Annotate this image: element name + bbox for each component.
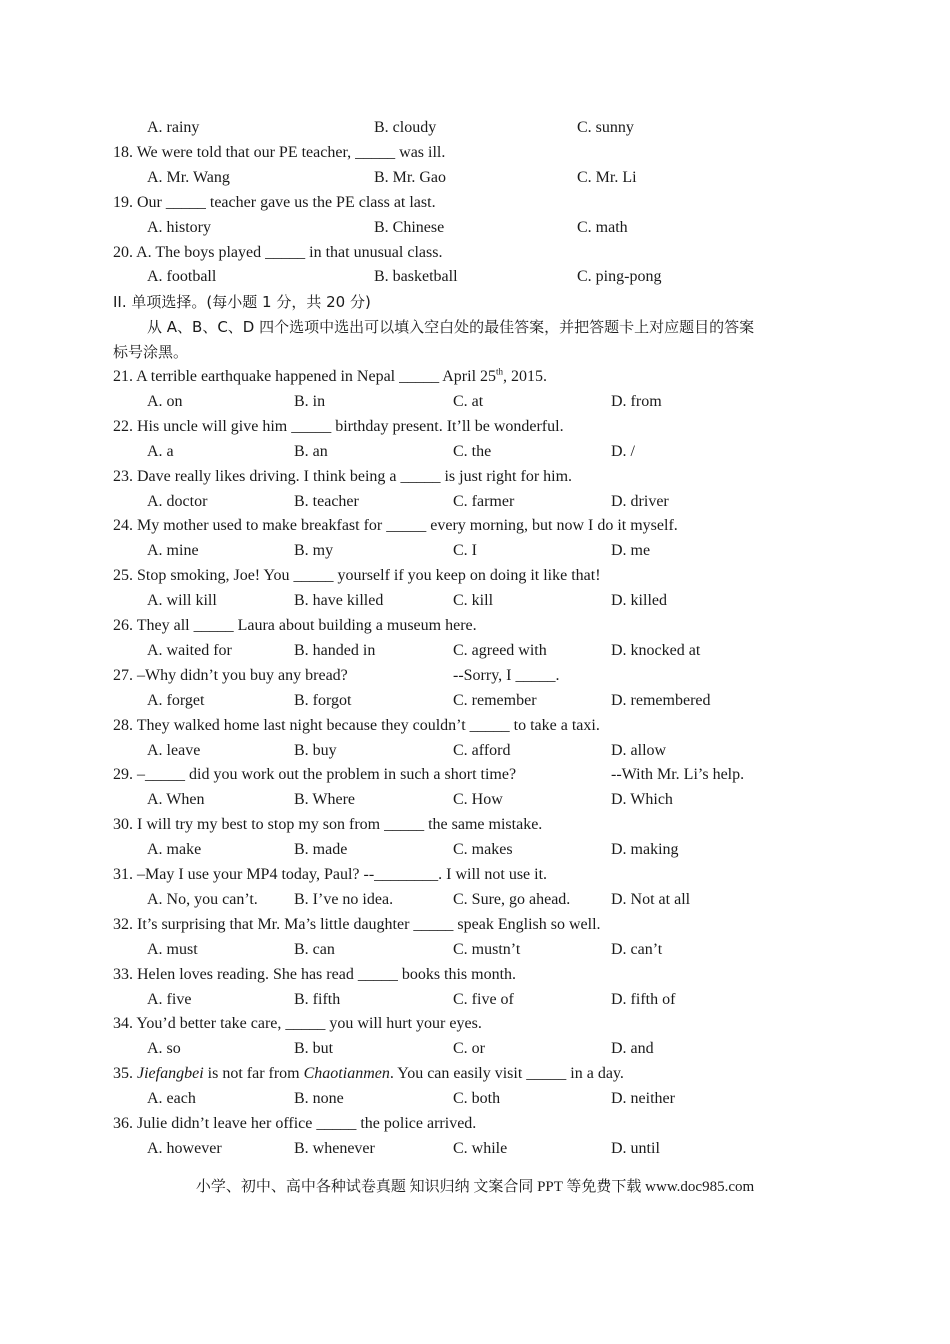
dialogue-reply: --With Mr. Li’s help.: [611, 766, 745, 783]
question-text: 36. Julie didn’t leave her office _____ the police arrived.: [113, 1115, 477, 1132]
question-text: 33. Helen loves reading. She has read _____ books this month.: [113, 966, 517, 983]
answer-option: B. whenever: [294, 1140, 375, 1157]
answer-option: A. When: [147, 791, 205, 808]
answer-option: A. doctor: [147, 493, 208, 510]
answer-option: B. Where: [294, 791, 356, 808]
answer-option: B. Mr. Gao: [374, 169, 446, 186]
question-text: 24. My mother used to make breakfast for _____ every morning, but now I do it myself.: [113, 517, 678, 534]
question-text: [113, 367, 547, 387]
page-footer: 小学、初中、高中各种试卷真题 知识归纳 文案合同 PPT 等免费下载 www.doc985.com: [195, 1179, 755, 1195]
answer-option: B. in: [294, 393, 326, 410]
answer-option: C. How: [453, 791, 503, 808]
answer-option: D. killed: [611, 592, 667, 609]
answer-option: A. however: [147, 1140, 222, 1157]
answer-option: A. forget: [147, 692, 205, 709]
answer-option: D. and: [611, 1040, 654, 1057]
answer-option: B. buy: [294, 742, 337, 759]
question-text-part: . You can easily visit _____ in a day.: [389, 1065, 624, 1082]
question-text: 23. Dave really likes driving. I think being a _____ is just right for him.: [113, 468, 573, 485]
answer-option: C. or: [453, 1040, 485, 1057]
ordinal-suffix: th: [496, 366, 504, 377]
question-text: [113, 1064, 624, 1084]
answer-option: A. leave: [147, 742, 201, 759]
question-text: 19. Our _____ teacher gave us the PE class at last.: [113, 194, 436, 211]
answer-option: A. make: [147, 841, 202, 858]
answer-option: B. Chinese: [374, 219, 445, 236]
section-heading: II. 单项选择。(每小题 1 分，共 20 分): [113, 293, 371, 311]
answer-option: C. mustn’t: [453, 941, 521, 958]
answer-option: D. Not at all: [611, 891, 691, 908]
question-text: 22. His uncle will give him _____ birthday present. It’ll be wonderful.: [113, 418, 564, 435]
answer-option: D. remembered: [611, 692, 711, 709]
answer-option: C. Sure, go ahead.: [453, 891, 571, 908]
question-text: 30. I will try my best to stop my son from _____ the same mistake.: [113, 816, 543, 833]
answer-option: B. can: [294, 941, 335, 958]
question-text: 32. It’s surprising that Mr. Ma’s little daughter _____ speak English so well.: [113, 916, 601, 933]
answer-option: C. kill: [453, 592, 494, 609]
section-instruction: 从 A、B、C、D 四个选项中选出可以填入空白处的最佳答案，并把答题卡上对应题目的答案: [147, 318, 755, 336]
question-text-part: 35.: [113, 1065, 137, 1082]
answer-option: C. five of: [453, 991, 514, 1008]
answer-option: D. driver: [611, 493, 669, 510]
answer-option: D. me: [611, 542, 651, 559]
answer-option: D. fifth of: [611, 991, 676, 1008]
answer-option: A. so: [147, 1040, 181, 1057]
question-text: 25. Stop smoking, Joe! You _____ yourself if you keep on doing it like that!: [113, 567, 601, 584]
answer-option: D. from: [611, 393, 662, 410]
answer-option: B. but: [294, 1040, 334, 1057]
question-text-part: is not far from: [203, 1065, 304, 1082]
answer-option: A. football: [147, 268, 217, 285]
answer-option: A. mine: [147, 542, 199, 559]
answer-option: C. makes: [453, 841, 513, 858]
question-text: 20. A. The boys played _____ in that unusual class.: [113, 244, 443, 261]
answer-option: C. agreed with: [453, 642, 547, 659]
section-instruction: 标号涂黑。: [113, 343, 189, 361]
answer-option: A. must: [147, 941, 198, 958]
answer-option: D. /: [611, 443, 635, 460]
answer-option: A. waited for: [147, 642, 232, 659]
place-name: Chaotianmen: [303, 1065, 390, 1082]
place-name: Jiefangbei: [137, 1065, 204, 1082]
answer-option: D. neither: [611, 1090, 675, 1107]
answer-option: B. my: [294, 542, 334, 559]
answer-option: C. Mr. Li: [577, 169, 637, 186]
answer-option: A. on: [147, 393, 183, 410]
answer-option: C. the: [453, 443, 492, 460]
answer-option: D. knocked at: [611, 642, 701, 659]
answer-option: C. while: [453, 1140, 508, 1157]
answer-option: B. forgot: [294, 692, 352, 709]
answer-option: C. at: [453, 393, 484, 410]
question-text: 31. –May I use your MP4 today, Paul? --________. I will not use it.: [113, 866, 548, 883]
question-text: 29. –_____ did you work out the problem in such a short time?: [113, 766, 517, 783]
answer-option: C. ping-pong: [577, 268, 662, 285]
answer-option: B. handed in: [294, 642, 376, 659]
answer-option: A. a: [147, 443, 174, 460]
answer-option: A. rainy: [147, 119, 200, 136]
answer-option: A. five: [147, 991, 192, 1008]
answer-option: A. Mr. Wang: [147, 169, 230, 186]
answer-option: B. have killed: [294, 592, 384, 609]
answer-option: A. each: [147, 1090, 196, 1107]
question-text-part: 21. A terrible earthquake happened in Nepal _____ April 25: [113, 368, 497, 385]
answer-option: C. remember: [453, 692, 537, 709]
dialogue-reply: --Sorry, I _____.: [453, 667, 560, 684]
answer-option: C. math: [577, 219, 628, 236]
answer-option: B. an: [294, 443, 328, 460]
answer-option: A. history: [147, 219, 211, 236]
answer-option: D. can’t: [611, 941, 663, 958]
answer-option: B. I’ve no idea.: [294, 891, 394, 908]
answer-option: B. teacher: [294, 493, 359, 510]
answer-option: B. cloudy: [374, 119, 437, 136]
answer-option: C. farmer: [453, 493, 515, 510]
question-text: 34. You’d better take care, _____ you will hurt your eyes.: [113, 1015, 482, 1032]
answer-option: D. allow: [611, 742, 667, 759]
question-text-part: , 2015.: [503, 368, 548, 385]
answer-option: D. making: [611, 841, 679, 858]
answer-option: B. fifth: [294, 991, 341, 1008]
answer-option: D. Which: [611, 791, 673, 808]
answer-option: B. made: [294, 841, 348, 858]
answer-option: D. until: [611, 1140, 660, 1157]
answer-option: C. afford: [453, 742, 511, 759]
answer-option: B. basketball: [374, 268, 458, 285]
answer-option: A. No, you can’t.: [147, 891, 258, 908]
answer-option: C. I: [453, 542, 477, 559]
answer-option: B. none: [294, 1090, 344, 1107]
answer-option: C. sunny: [577, 119, 634, 136]
answer-option: A. will kill: [147, 592, 217, 609]
question-text: 27. –Why didn’t you buy any bread?: [113, 667, 348, 684]
question-text: 26. They all _____ Laura about building a museum here.: [113, 617, 477, 634]
question-text: 18. We were told that our PE teacher, _____ was ill.: [113, 144, 446, 161]
question-text: 28. They walked home last night because they couldn’t _____ to take a taxi.: [113, 717, 600, 734]
answer-option: C. both: [453, 1090, 501, 1107]
